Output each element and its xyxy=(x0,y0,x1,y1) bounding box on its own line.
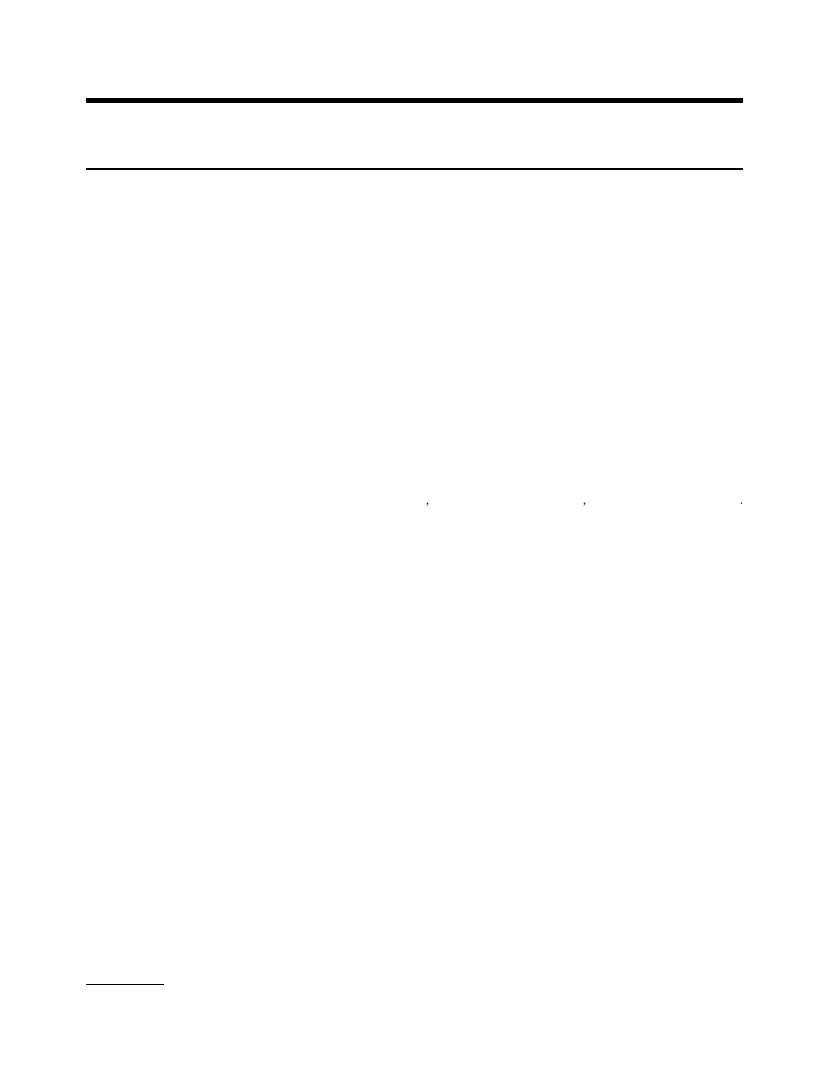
figure-1 xyxy=(426,296,746,436)
figure-caption: , , . xyxy=(426,492,743,507)
top-rule xyxy=(86,98,743,103)
title-rule xyxy=(86,168,743,170)
footnote-rule xyxy=(86,984,164,985)
section-heading xyxy=(86,766,103,784)
